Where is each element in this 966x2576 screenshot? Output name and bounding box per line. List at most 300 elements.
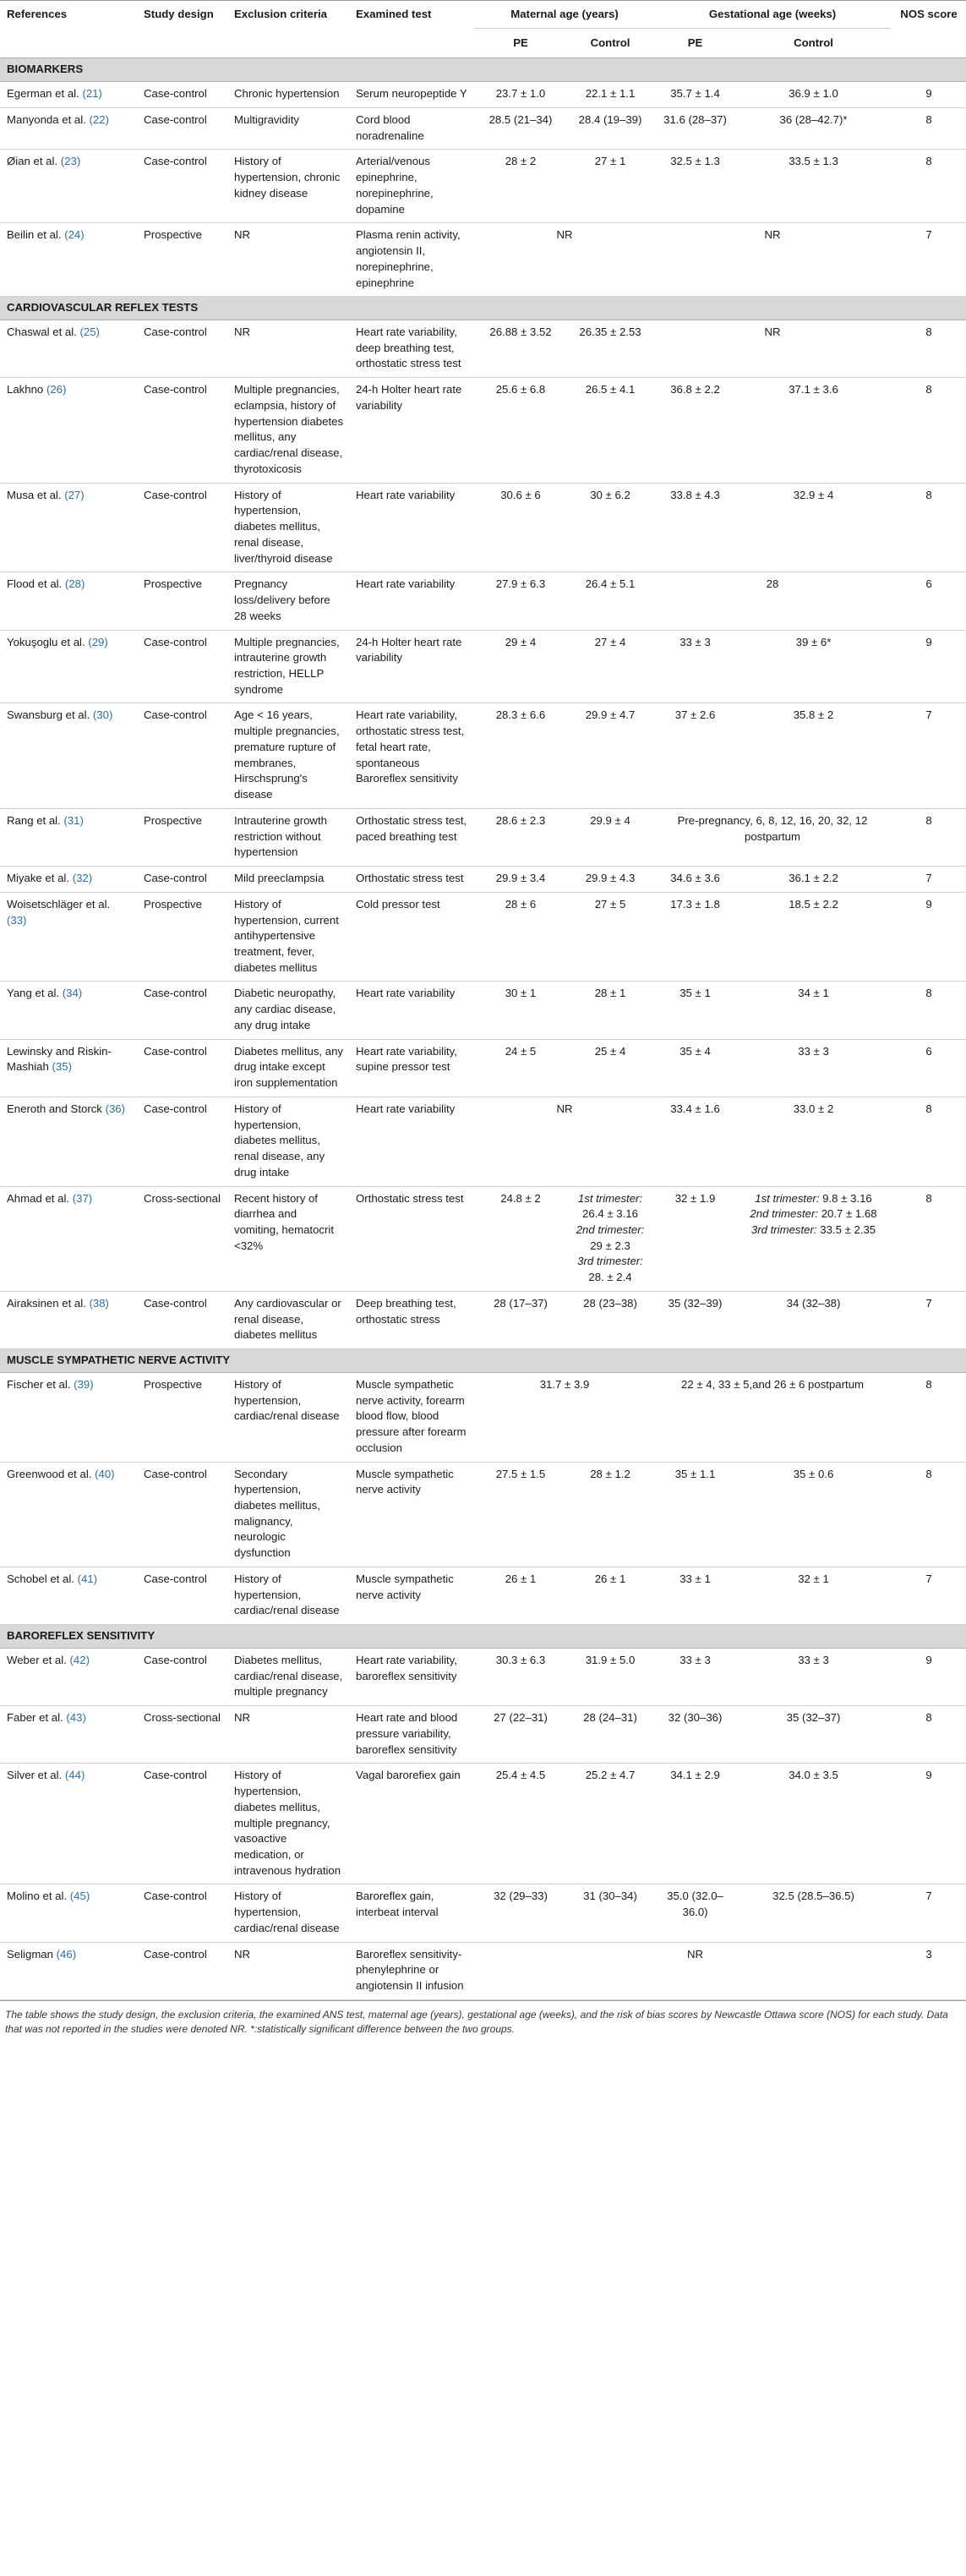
header-maternal-age: Maternal age (years)	[474, 1, 653, 29]
study-design-cell: Case-control	[137, 867, 227, 893]
reference-name: Flood et al.	[7, 577, 63, 591]
maternal-pe-cell: 24.8 ± 2	[474, 1186, 565, 1291]
citation-link[interactable]: (21)	[82, 87, 102, 101]
maternal-pe-cell: 28.3 ± 6.6	[474, 703, 565, 808]
trimester-line	[572, 1254, 648, 1285]
reference-name: Lakhno	[7, 383, 44, 397]
study-design-cell: Cross-sectional	[137, 1186, 227, 1291]
header-maternal-control: Control	[565, 28, 653, 58]
trimester-label: 3rd trimester:	[577, 1255, 643, 1268]
maternal-pe-cell: 23.7 ± 1.0	[474, 82, 565, 108]
trimester-label: 3rd trimester:	[750, 1223, 817, 1236]
exclusion-criteria-cell: Intrauterine growth restriction without hypertension	[227, 808, 349, 866]
section-row	[0, 1625, 966, 1649]
reference-name: Musa et al.	[7, 488, 62, 501]
table-row	[0, 1648, 966, 1705]
exclusion-criteria-cell: History of hypertension, diabetes mellitus, multiple pregnancy, vasoactive medication, or intravenous hydration	[227, 1764, 349, 1884]
maternal-control-cell: 31.9 ± 5.0	[565, 1648, 653, 1705]
study-design-cell: Case-control	[137, 703, 227, 808]
nos-score-cell: 8	[890, 483, 966, 572]
section-row	[0, 58, 966, 82]
maternal-control-cell: 28.4 (19–39)	[565, 107, 653, 149]
gestational-control-cell: 34 (32–38)	[735, 1291, 890, 1348]
gestational-pe-cell: 35 (32–39)	[653, 1291, 735, 1348]
section-row	[0, 297, 966, 320]
reference-name: Lewinsky and Riskin-Mashiah	[7, 1044, 112, 1074]
reference-cell	[0, 1884, 137, 1942]
examined-test-cell: Muscle sympathetic nerve activity	[349, 1567, 474, 1624]
maternal-pe-cell: 32 (29–33)	[474, 1884, 565, 1942]
reference-cell	[0, 1372, 137, 1462]
reference-name: Silver et al.	[7, 1769, 63, 1782]
maternal-pe-cell: 29.9 ± 3.4	[474, 867, 565, 893]
gestational-control-cell: 32.9 ± 4	[735, 483, 890, 572]
maternal-pe-cell: 28.6 ± 2.3	[474, 808, 565, 866]
nos-score-cell: 9	[890, 1764, 966, 1884]
maternal-control-cell: 26.35 ± 2.53	[565, 320, 653, 378]
table-row	[0, 1291, 966, 1348]
examined-test-cell: Heart rate variability	[349, 572, 474, 630]
gestational-pe-cell: 33 ± 1	[653, 1567, 735, 1624]
study-design-cell: Prospective	[137, 1372, 227, 1462]
gestational-control-cell: 33.0 ± 2	[735, 1097, 890, 1186]
reference-cell	[0, 630, 137, 703]
reference-cell	[0, 1764, 137, 1884]
maternal-pe-cell: 28 (17–37)	[474, 1291, 565, 1348]
study-design-cell: Case-control	[137, 1648, 227, 1705]
maternal-control-cell: 29.9 ± 4	[565, 808, 653, 866]
reference-name: Greenwood et al.	[7, 1467, 92, 1480]
reference-cell	[0, 82, 137, 108]
section-row	[0, 1349, 966, 1373]
nos-score-cell: 8	[890, 378, 966, 483]
maternal-pe-cell: 30.6 ± 6	[474, 483, 565, 572]
citation-link[interactable]: (40)	[95, 1467, 115, 1480]
nos-score-cell: 9	[890, 630, 966, 703]
gestational-pe-cell: NR	[653, 1942, 735, 1999]
reference-cell	[0, 1942, 137, 1999]
examined-test-cell: Baroreflex gain, interbeat interval	[349, 1884, 474, 1942]
examined-test-cell: Orthostatic stress test	[349, 1186, 474, 1291]
reference-cell	[0, 867, 137, 893]
citation-link[interactable]: (29)	[88, 635, 108, 648]
exclusion-criteria-cell: History of hypertension, chronic kidney disease	[227, 150, 349, 223]
reference-name: Fischer et al.	[7, 1377, 71, 1391]
table-row	[0, 1706, 966, 1764]
table-row	[0, 572, 966, 630]
gestational-control-cell: 34 ± 1	[735, 982, 890, 1039]
maternal-control-cell: 29.9 ± 4.7	[565, 703, 653, 808]
study-design-cell: Prospective	[137, 892, 227, 982]
citation-link[interactable]: (37)	[72, 1191, 93, 1205]
maternal-pe-cell: 29 ± 4	[474, 630, 565, 703]
exclusion-criteria-cell: Mild preeclampsia	[227, 867, 349, 893]
maternal-control-cell: 28 (24–31)	[565, 1706, 653, 1764]
gestational-age-cell: 22 ± 4, 33 ± 5,and 26 ± 6 postpartum	[653, 1372, 890, 1462]
table-row	[0, 808, 966, 866]
examined-test-cell: Heart rate variability	[349, 1097, 474, 1186]
gestational-control-cell: 32 ± 1	[735, 1567, 890, 1624]
table-row	[0, 1097, 966, 1186]
maternal-pe-cell	[474, 1942, 565, 1999]
table-row	[0, 483, 966, 572]
maternal-control-cell: 28 (23–38)	[565, 1291, 653, 1348]
examined-test-cell: Baroreflex sensitivity-phenylephrine or angiotensin II infusion	[349, 1942, 474, 1999]
table-row	[0, 150, 966, 223]
nos-score-cell: 8	[890, 808, 966, 866]
exclusion-criteria-cell: Chronic hypertension	[227, 82, 349, 108]
nos-score-cell: 8	[890, 320, 966, 378]
study-design-cell: Case-control	[137, 1884, 227, 1942]
study-design-cell: Case-control	[137, 378, 227, 483]
maternal-pe-cell: 27.9 ± 6.3	[474, 572, 565, 630]
header-maternal-pe: PE	[474, 28, 565, 58]
reference-name: Woisetschläger et al.	[7, 897, 111, 911]
study-design-cell: Case-control	[137, 107, 227, 149]
table-row	[0, 320, 966, 378]
citation-link[interactable]: (39)	[74, 1377, 94, 1391]
reference-cell	[0, 982, 137, 1039]
reference-cell	[0, 1097, 137, 1186]
maternal-control-cell	[565, 1186, 653, 1291]
reference-cell	[0, 1291, 137, 1348]
nos-score-cell: 8	[890, 150, 966, 223]
table-row	[0, 630, 966, 703]
gestational-pe-cell: 32 (30–36)	[653, 1706, 735, 1764]
citation-link[interactable]: (41)	[77, 1572, 98, 1585]
trimester-line	[742, 1206, 885, 1222]
section-title: CARDIOVASCULAR REFLEX TESTS	[0, 297, 966, 320]
study-design-cell: Prospective	[137, 808, 227, 866]
maternal-control-cell: 31 (30–34)	[565, 1884, 653, 1942]
examined-test-cell: Heart rate and blood pressure variability, baroreflex sensitivity	[349, 1706, 474, 1764]
reference-cell	[0, 223, 137, 297]
table-row	[0, 892, 966, 982]
nos-score-cell: 9	[890, 82, 966, 108]
maternal-control-cell: 26.4 ± 5.1	[565, 572, 653, 630]
nos-score-cell: 8	[890, 1372, 966, 1462]
gestational-control-cell: 37.1 ± 3.6	[735, 378, 890, 483]
gestational-pe-cell: 35.0 (32.0–36.0)	[653, 1884, 735, 1942]
maternal-pe-cell: 28 ± 2	[474, 150, 565, 223]
maternal-pe-cell: 26.88 ± 3.52	[474, 320, 565, 378]
nos-score-cell: 8	[890, 1706, 966, 1764]
examined-test-cell: Orthostatic stress test	[349, 867, 474, 893]
gestational-control-cell: 33 ± 3	[735, 1039, 890, 1097]
table-header	[0, 1, 966, 58]
maternal-control-cell: 22.1 ± 1.1	[565, 82, 653, 108]
study-design-cell: Case-control	[137, 483, 227, 572]
exclusion-criteria-cell: Diabetes mellitus, any drug intake except iron supplementation	[227, 1039, 349, 1097]
examined-test-cell: 24-h Holter heart rate variability	[349, 630, 474, 703]
reference-cell	[0, 1462, 137, 1567]
reference-name: Weber et al.	[7, 1653, 67, 1666]
reference-cell	[0, 808, 137, 866]
reference-cell	[0, 1039, 137, 1097]
citation-link[interactable]: (27)	[64, 488, 85, 501]
exclusion-criteria-cell: NR	[227, 320, 349, 378]
trimester-line	[742, 1222, 885, 1239]
gestational-pe-cell: 35 ± 1	[653, 982, 735, 1039]
exclusion-criteria-cell: Pregnancy loss/delivery before 28 weeks	[227, 572, 349, 630]
table-row	[0, 1039, 966, 1097]
maternal-control-cell: 25.2 ± 4.7	[565, 1764, 653, 1884]
header-references: References	[0, 1, 137, 58]
exclusion-criteria-cell: Secondary hypertension, diabetes mellitus, malignancy, neurologic dysfunction	[227, 1462, 349, 1567]
exclusion-criteria-cell: Multiple pregnancies, intrauterine growth restriction, HELLP syndrome	[227, 630, 349, 703]
reference-cell	[0, 320, 137, 378]
gestational-control-cell: 39 ± 6*	[735, 630, 890, 703]
exclusion-criteria-cell: History of hypertension, cardiac/renal disease	[227, 1567, 349, 1624]
trimester-value: 26.4 ± 3.16	[582, 1207, 638, 1221]
citation-link[interactable]: (38)	[89, 1296, 109, 1310]
header-nos-score: NOS score	[890, 1, 966, 58]
gestational-pe-cell: 37 ± 2.6	[653, 703, 735, 808]
trimester-value: 28. ± 2.4	[588, 1271, 632, 1284]
citation-link[interactable]: (35)	[52, 1060, 72, 1074]
maternal-control-cell: 26.5 ± 4.1	[565, 378, 653, 483]
nos-score-cell: 7	[890, 867, 966, 893]
examined-test-cell: Heart rate variability	[349, 483, 474, 572]
reference-name: Beilin et al.	[7, 228, 62, 242]
examined-test-cell: Plasma renin activity, angiotensin II, norepinephrine, epinephrine	[349, 223, 474, 297]
reference-cell	[0, 378, 137, 483]
gestational-control-cell: 32.5 (28.5–36.5)	[735, 1884, 890, 1942]
gestational-age-cell: Pre-pregnancy, 6, 8, 12, 16, 20, 32, 12 postpartum	[653, 808, 890, 866]
table-row	[0, 378, 966, 483]
gestational-control-cell: 33 ± 3	[735, 1648, 890, 1705]
study-design-cell: Cross-sectional	[137, 1706, 227, 1764]
table-row	[0, 1186, 966, 1291]
maternal-pe-cell: 27 (22–31)	[474, 1706, 565, 1764]
exclusion-criteria-cell: NR	[227, 223, 349, 297]
gestational-control-cell: 36 (28–42.7)*	[735, 107, 890, 149]
gestational-control-cell: 36.9 ± 1.0	[735, 82, 890, 108]
study-design-cell: Prospective	[137, 223, 227, 297]
examined-test-cell: Orthostatic stress test, paced breathing test	[349, 808, 474, 866]
header-gestational-pe: PE	[653, 28, 735, 58]
examined-test-cell: Cord blood noradrenaline	[349, 107, 474, 149]
table-row	[0, 1942, 966, 1999]
gestational-pe-cell: 32.5 ± 1.3	[653, 150, 735, 223]
reference-cell	[0, 150, 137, 223]
reference-name: Eneroth and Storck	[7, 1102, 102, 1115]
gestational-control-cell: 18.5 ± 2.2	[735, 892, 890, 982]
maternal-control-cell: 27 ± 4	[565, 630, 653, 703]
reference-name: Swansburg et al.	[7, 708, 90, 722]
gestational-control-cell: 35 ± 0.6	[735, 1462, 890, 1567]
gestational-pe-cell: 33.8 ± 4.3	[653, 483, 735, 572]
nos-score-cell: 9	[890, 1648, 966, 1705]
exclusion-criteria-cell: NR	[227, 1942, 349, 1999]
table-row	[0, 703, 966, 808]
nos-score-cell: 3	[890, 1942, 966, 1999]
table-row	[0, 107, 966, 149]
citation-link[interactable]: (36)	[105, 1102, 126, 1115]
gestational-pe-cell: 32 ± 1.9	[653, 1186, 735, 1291]
citation-link[interactable]: (28)	[64, 577, 85, 591]
gestational-pe-cell: 35.7 ± 1.4	[653, 82, 735, 108]
exclusion-criteria-cell: Recent history of diarrhea and vomiting, hematocrit <32%	[227, 1186, 349, 1291]
citation-link[interactable]: (33)	[7, 913, 27, 927]
examined-test-cell: 24-h Holter heart rate variability	[349, 378, 474, 483]
maternal-control-cell	[565, 1942, 653, 1999]
maternal-pe-cell: 30.3 ± 6.3	[474, 1648, 565, 1705]
reference-name: Seligman	[7, 1947, 53, 1961]
nos-score-cell: 8	[890, 1097, 966, 1186]
gestational-age-cell: NR	[653, 320, 890, 378]
nos-score-cell: 7	[890, 703, 966, 808]
nos-score-cell: 6	[890, 572, 966, 630]
study-design-cell: Case-control	[137, 1567, 227, 1624]
examined-test-cell: Deep breathing test, orthostatic stress	[349, 1291, 474, 1348]
gestational-control-cell: 36.1 ± 2.2	[735, 867, 890, 893]
reference-name: Airaksinen et al.	[7, 1296, 86, 1310]
exclusion-criteria-cell: Multiple pregnancies, eclampsia, history of hypertension diabetes mellitus, any cardiac/renal disease, thyrotoxicosis	[227, 378, 349, 483]
reference-cell	[0, 892, 137, 982]
reference-name: Egerman et al.	[7, 87, 79, 101]
section-title: MUSCLE SYMPATHETIC NERVE ACTIVITY	[0, 1349, 966, 1373]
trimester-label: 2nd trimester:	[576, 1223, 645, 1236]
citation-link[interactable]: (46)	[56, 1947, 77, 1961]
maternal-control-cell: 28 ± 1	[565, 982, 653, 1039]
reference-cell	[0, 107, 137, 149]
table-row	[0, 1462, 966, 1567]
trimester-line	[572, 1191, 648, 1222]
header-exclusion-criteria: Exclusion criteria	[227, 1, 349, 58]
study-design-cell: Case-control	[137, 150, 227, 223]
citation-link[interactable]: (30)	[92, 708, 113, 722]
gestational-pe-cell: 33 ± 3	[653, 630, 735, 703]
study-design-cell: Case-control	[137, 982, 227, 1039]
study-design-cell: Case-control	[137, 1039, 227, 1097]
nos-score-cell: 8	[890, 107, 966, 149]
gestational-pe-cell: 35 ± 1.1	[653, 1462, 735, 1567]
maternal-pe-cell: 25.4 ± 4.5	[474, 1764, 565, 1884]
gestational-control-cell: 35 (32–37)	[735, 1706, 890, 1764]
nos-score-cell: 7	[890, 1884, 966, 1942]
maternal-pe-cell: 27.5 ± 1.5	[474, 1462, 565, 1567]
reference-cell	[0, 1648, 137, 1705]
trimester-label: 2nd trimester:	[750, 1207, 819, 1221]
nos-score-cell: 8	[890, 982, 966, 1039]
gestational-pe-cell: 34.6 ± 3.6	[653, 867, 735, 893]
section-title: BIOMARKERS	[0, 58, 966, 82]
reference-name: Miyake et al.	[7, 872, 70, 885]
table-row	[0, 1764, 966, 1884]
citation-link[interactable]: (22)	[89, 112, 109, 126]
citation-link[interactable]: (44)	[64, 1769, 85, 1782]
nos-score-cell: 8	[890, 1462, 966, 1567]
maternal-control-cell: 26 ± 1	[565, 1567, 653, 1624]
trimester-value: 29 ± 2.3	[590, 1239, 630, 1252]
table-row	[0, 223, 966, 297]
examined-test-cell: Muscle sympathetic nerve activity, forearm blood flow, blood pressure after forearm occlusion	[349, 1372, 474, 1462]
maternal-control-cell: 28 ± 1.2	[565, 1462, 653, 1567]
trimester-line	[742, 1191, 885, 1207]
study-design-cell: Case-control	[137, 1462, 227, 1567]
examined-test-cell: Heart rate variability, orthostatic stress test, fetal heart rate, spontaneous Baroreflex sensitivity	[349, 703, 474, 808]
exclusion-criteria-cell: History of hypertension, cardiac/renal disease	[227, 1884, 349, 1942]
table-body	[0, 58, 966, 1999]
maternal-control-cell: 27 ± 5	[565, 892, 653, 982]
exclusion-criteria-cell: Multigravidity	[227, 107, 349, 149]
gestational-control-cell: 35.8 ± 2	[735, 703, 890, 808]
nos-score-cell: 8	[890, 1186, 966, 1291]
nos-score-cell: 7	[890, 1567, 966, 1624]
examined-test-cell: Heart rate variability	[349, 982, 474, 1039]
maternal-control-cell: 29.9 ± 4.3	[565, 867, 653, 893]
exclusion-criteria-cell: NR	[227, 1706, 349, 1764]
gestational-pe-cell: 31.6 (28–37)	[653, 107, 735, 149]
reference-cell	[0, 703, 137, 808]
gestational-control-cell: 34.0 ± 3.5	[735, 1764, 890, 1884]
citation-link[interactable]: (34)	[62, 987, 83, 1000]
maternal-control-cell: 27 ± 1	[565, 150, 653, 223]
trimester-value: 33.5 ± 2.35	[820, 1223, 876, 1236]
gestational-pe-cell: 17.3 ± 1.8	[653, 892, 735, 982]
citation-link[interactable]: (43)	[66, 1711, 86, 1725]
nos-score-cell: 7	[890, 1291, 966, 1348]
maternal-age-cell: 31.7 ± 3.9	[474, 1372, 653, 1462]
citation-link[interactable]: (24)	[64, 228, 85, 242]
reference-name: Molino et al.	[7, 1890, 68, 1903]
study-design-cell: Case-control	[137, 1291, 227, 1348]
reference-name: Yokuşoglu et al.	[7, 635, 85, 648]
exclusion-criteria-cell: History of hypertension, diabetes mellitus, renal disease, any drug intake	[227, 1097, 349, 1186]
citation-link[interactable]: (45)	[69, 1890, 90, 1903]
citation-link[interactable]: (32)	[72, 872, 93, 885]
trimester-value: 9.8 ± 3.16	[822, 1191, 872, 1205]
gestational-pe-cell: 34.1 ± 2.9	[653, 1764, 735, 1884]
reference-name: Chaswal et al.	[7, 325, 77, 339]
maternal-pe-cell: 28 ± 6	[474, 892, 565, 982]
table-row	[0, 82, 966, 108]
exclusion-criteria-cell: Age < 16 years, multiple pregnancies, premature rupture of membranes, Hirschsprung's disease	[227, 703, 349, 808]
reference-cell	[0, 1567, 137, 1624]
exclusion-criteria-cell: History of hypertension, diabetes mellitus, renal disease, liver/thyroid disease	[227, 483, 349, 572]
exclusion-criteria-cell: History of hypertension, current antihypertensive treatment, fever, diabetes mellitus	[227, 892, 349, 982]
citation-link[interactable]: (31)	[63, 813, 84, 827]
gestational-control-cell	[735, 1186, 890, 1291]
examined-test-cell: Cold pressor test	[349, 892, 474, 982]
study-design-cell: Case-control	[137, 82, 227, 108]
reference-name: Ahmad et al.	[7, 1191, 70, 1205]
exclusion-criteria-cell: History of hypertension, cardiac/renal disease	[227, 1372, 349, 1462]
examined-test-cell: Heart rate variability, deep breathing test, orthostatic stress test	[349, 320, 474, 378]
citation-link[interactable]: (26)	[46, 383, 67, 397]
table-row	[0, 867, 966, 893]
gestational-pe-cell: 33.4 ± 1.6	[653, 1097, 735, 1186]
examined-test-cell: Muscle sympathetic nerve activity	[349, 1462, 474, 1567]
exclusion-criteria-cell: Any cardiovascular or renal disease, diabetes mellitus	[227, 1291, 349, 1348]
gestational-control-cell	[735, 1942, 890, 1999]
header-examined-test: Examined test	[349, 1, 474, 58]
header-gestational-age: Gestational age (weeks)	[653, 1, 890, 29]
citation-link[interactable]: (42)	[69, 1653, 90, 1666]
citation-link[interactable]: (23)	[60, 155, 81, 168]
study-design-cell: Case-control	[137, 320, 227, 378]
maternal-pe-cell: 24 ± 5	[474, 1039, 565, 1097]
nos-score-cell: 7	[890, 223, 966, 297]
reference-name: Øian et al.	[7, 155, 58, 168]
maternal-pe-cell: 28.5 (21–34)	[474, 107, 565, 149]
examined-test-cell: Heart rate variability, supine pressor test	[349, 1039, 474, 1097]
citation-link[interactable]: (25)	[79, 325, 100, 339]
study-design-cell: Prospective	[137, 572, 227, 630]
gestational-control-cell: 33.5 ± 1.3	[735, 150, 890, 223]
table-row	[0, 1372, 966, 1462]
